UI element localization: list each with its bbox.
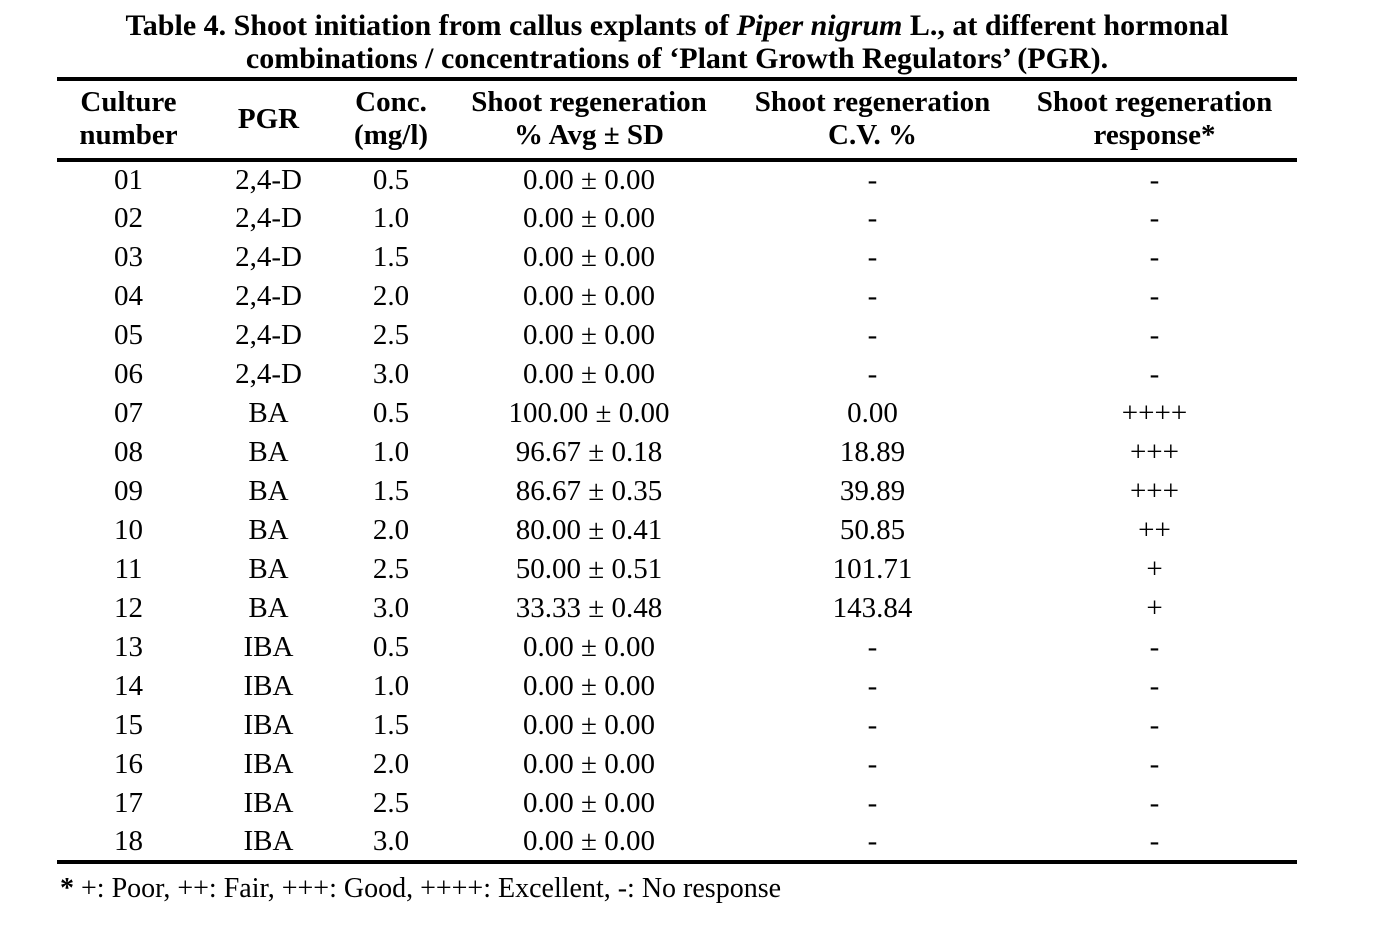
cell-culture-number: 12	[114, 592, 143, 624]
cell-avg-sd: 86.67 ± 0.35	[515, 475, 663, 507]
table-row	[57, 355, 1297, 394]
table-row	[57, 277, 1297, 316]
col-header-cv: Shoot regeneration C.V. %	[754, 86, 991, 151]
cell-response: -	[1149, 358, 1160, 390]
cell-conc: 0.5	[372, 397, 410, 429]
cell-response: -	[1149, 709, 1160, 741]
cell-response: -	[1149, 202, 1160, 234]
table-block	[57, 0, 1297, 905]
cell-cv: -	[867, 358, 878, 390]
cell-conc: 0.5	[372, 164, 410, 196]
footnote-marker: *	[60, 873, 74, 904]
table-row	[57, 589, 1297, 628]
cell-conc: 2.0	[372, 514, 410, 546]
table-row	[57, 745, 1297, 784]
cell-pgr: 2,4-D	[235, 319, 302, 351]
cell-cv: -	[867, 241, 878, 273]
cell-avg-sd: 0.00 ± 0.00	[523, 202, 655, 234]
cell-conc: 2.5	[372, 553, 410, 585]
cell-response: +++	[1129, 436, 1180, 468]
cell-pgr: BA	[248, 514, 289, 546]
cell-avg-sd: 100.00 ± 0.00	[508, 397, 670, 429]
cell-avg-sd: 0.00 ± 0.00	[523, 787, 655, 819]
cell-pgr: BA	[248, 475, 289, 507]
title-text-pre: Table 4. Shoot initiation from callus explants of	[125, 9, 737, 42]
table-row	[57, 511, 1297, 550]
cell-conc: 1.0	[372, 436, 410, 468]
cell-response: ++	[1138, 514, 1171, 546]
cell-conc: 2.0	[372, 280, 410, 312]
cell-conc: 0.5	[372, 631, 410, 663]
cell-cv: -	[867, 202, 878, 234]
cell-conc: 1.5	[372, 241, 410, 273]
cell-response: -	[1149, 241, 1160, 273]
cell-avg-sd: 0.00 ± 0.00	[523, 670, 655, 702]
col-header-culture-number: Culture number	[79, 86, 178, 151]
cell-pgr: 2,4-D	[235, 358, 302, 390]
table-header-row	[57, 79, 1297, 160]
cell-pgr: IBA	[243, 748, 294, 780]
cell-cv: 18.89	[839, 436, 906, 468]
cell-cv: 143.84	[832, 592, 913, 624]
cell-conc: 1.5	[372, 709, 410, 741]
title-text-post: L., at different hormonal	[902, 9, 1229, 42]
table-body	[57, 160, 1297, 862]
cell-cv: -	[867, 787, 878, 819]
table-row	[57, 784, 1297, 823]
cell-response: ++++	[1121, 397, 1188, 429]
cell-culture-number: 17	[114, 787, 143, 819]
col-header-avg-sd: Shoot regeneration % Avg ± SD	[471, 86, 707, 151]
cell-culture-number: 05	[114, 319, 143, 351]
table-row	[57, 199, 1297, 238]
cell-response: -	[1149, 164, 1160, 196]
cell-pgr: IBA	[243, 670, 294, 702]
cell-conc: 2.0	[372, 748, 410, 780]
cell-cv: -	[867, 280, 878, 312]
cell-avg-sd: 50.00 ± 0.51	[515, 553, 663, 585]
cell-cv: -	[867, 631, 878, 663]
cell-culture-number: 18	[114, 825, 143, 857]
cell-conc: 3.0	[372, 358, 410, 390]
cell-cv: -	[867, 825, 878, 857]
cell-avg-sd: 0.00 ± 0.00	[523, 709, 655, 741]
cell-culture-number: 08	[114, 436, 143, 468]
cell-cv: -	[867, 319, 878, 351]
cell-culture-number: 06	[114, 358, 143, 390]
table-header	[57, 79, 1297, 160]
cell-conc: 2.5	[372, 319, 410, 351]
table-row	[57, 316, 1297, 355]
cell-pgr: IBA	[243, 631, 294, 663]
table-row	[57, 160, 1297, 199]
table-title-line2: combinations / concentrations of ‘Plant Growth Regulators’ (PGR).	[245, 42, 1109, 75]
table-title-line1	[57, 9, 1297, 42]
cell-response: -	[1149, 319, 1160, 351]
table-row	[57, 706, 1297, 745]
cell-culture-number: 09	[114, 475, 143, 507]
cell-response: -	[1149, 631, 1160, 663]
cell-avg-sd: 0.00 ± 0.00	[523, 164, 655, 196]
cell-avg-sd: 80.00 ± 0.41	[515, 514, 663, 546]
cell-culture-number: 15	[114, 709, 143, 741]
table-row	[57, 550, 1297, 589]
cell-conc: 3.0	[372, 592, 410, 624]
cell-conc: 1.0	[372, 202, 410, 234]
cell-culture-number: 13	[114, 631, 143, 663]
cell-culture-number: 11	[114, 553, 143, 585]
cell-culture-number: 10	[114, 514, 143, 546]
cell-pgr: IBA	[243, 787, 294, 819]
cell-cv: -	[867, 748, 878, 780]
cell-cv: -	[867, 670, 878, 702]
cell-pgr: IBA	[243, 825, 294, 857]
cell-response: -	[1149, 748, 1160, 780]
cell-response: +	[1146, 553, 1163, 585]
cell-conc: 2.5	[372, 787, 410, 819]
cell-pgr: 2,4-D	[235, 280, 302, 312]
cell-pgr: 2,4-D	[235, 164, 302, 196]
cell-pgr: BA	[248, 592, 289, 624]
cell-cv: -	[867, 709, 878, 741]
cell-culture-number: 16	[114, 748, 143, 780]
cell-avg-sd: 0.00 ± 0.00	[523, 319, 655, 351]
title-species-name: Piper nigrum	[736, 9, 903, 42]
cell-pgr: BA	[248, 553, 289, 585]
cell-conc: 1.0	[372, 670, 410, 702]
table-row	[57, 394, 1297, 433]
cell-pgr: 2,4-D	[235, 202, 302, 234]
table-title	[57, 0, 1297, 77]
data-table	[57, 77, 1297, 864]
cell-culture-number: 07	[114, 397, 143, 429]
table-row	[57, 667, 1297, 706]
cell-cv: 50.85	[839, 514, 906, 546]
cell-response: -	[1149, 787, 1160, 819]
col-header-pgr: PGR	[237, 102, 300, 135]
table-row	[57, 238, 1297, 277]
cell-avg-sd: 0.00 ± 0.00	[523, 241, 655, 273]
cell-culture-number: 01	[114, 164, 143, 196]
cell-avg-sd: 0.00 ± 0.00	[523, 748, 655, 780]
cell-avg-sd: 0.00 ± 0.00	[523, 631, 655, 663]
cell-pgr: BA	[248, 397, 289, 429]
col-header-response: Shoot regeneration response*	[1036, 86, 1273, 151]
cell-response: +	[1146, 592, 1163, 624]
cell-response: -	[1149, 825, 1160, 857]
cell-avg-sd: 96.67 ± 0.18	[515, 436, 663, 468]
cell-cv: 0.00	[847, 397, 898, 429]
cell-cv: 39.89	[839, 475, 906, 507]
footnote-text: +: Poor, ++: Fair, +++: Good, ++++: Excellent, -: No response	[74, 873, 782, 904]
cell-cv: 101.71	[832, 553, 913, 585]
cell-response: -	[1149, 280, 1160, 312]
table-row	[57, 628, 1297, 667]
cell-culture-number: 14	[114, 670, 143, 702]
cell-response: +++	[1129, 475, 1180, 507]
cell-pgr: 2,4-D	[235, 241, 302, 273]
table-row	[57, 472, 1297, 511]
cell-culture-number: 03	[114, 241, 143, 273]
cell-avg-sd: 33.33 ± 0.48	[515, 592, 663, 624]
cell-cv: -	[867, 164, 878, 196]
col-header-conc: Conc. (mg/l)	[353, 86, 429, 151]
cell-culture-number: 02	[114, 202, 143, 234]
cell-avg-sd: 0.00 ± 0.00	[523, 358, 655, 390]
footnote	[57, 864, 1297, 905]
cell-conc: 1.5	[372, 475, 410, 507]
table-row	[57, 433, 1297, 472]
cell-response: -	[1149, 670, 1160, 702]
cell-avg-sd: 0.00 ± 0.00	[523, 825, 655, 857]
cell-pgr: BA	[248, 436, 289, 468]
cell-culture-number: 04	[114, 280, 143, 312]
cell-avg-sd: 0.00 ± 0.00	[523, 280, 655, 312]
cell-conc: 3.0	[372, 825, 410, 857]
table-row	[57, 823, 1297, 862]
cell-pgr: IBA	[243, 709, 294, 741]
